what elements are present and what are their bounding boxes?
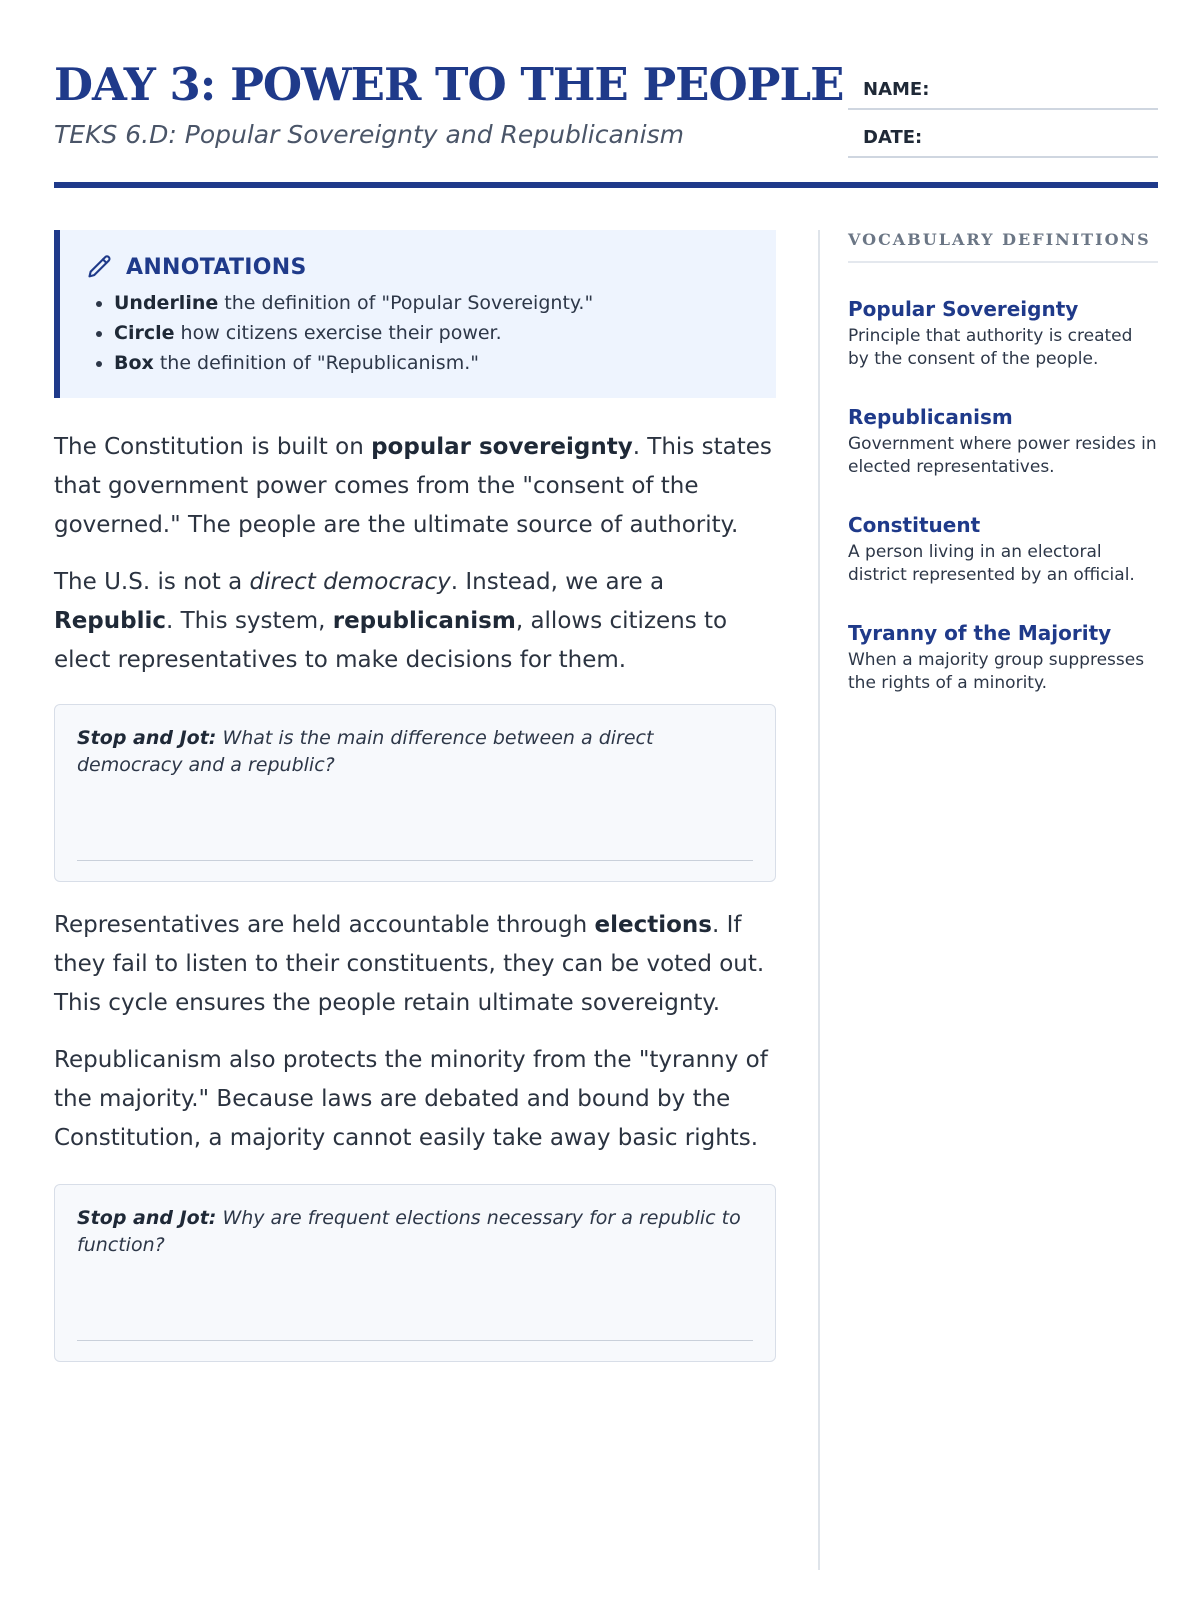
vocab-term-name: Constituent — [848, 513, 981, 537]
column-divider — [818, 230, 820, 1570]
jot-question: What is the main difference between a direct democracy and a republic? — [77, 727, 654, 776]
vocab-term-definition: Principle that authority is created by the consent of the people. — [848, 326, 1133, 369]
annotation-text: the definition of "Republicanism." — [153, 352, 479, 374]
text-run: The Constitution is built on — [54, 434, 372, 460]
stop-and-jot-1 — [54, 704, 776, 882]
vocab-term-name: Tyranny of the Majority — [848, 621, 1112, 645]
name-field[interactable] — [848, 62, 1158, 110]
annotations-list — [114, 288, 593, 378]
key-term: Republic — [54, 608, 167, 634]
list-item — [114, 288, 593, 318]
main-column — [54, 230, 776, 1362]
date-field[interactable] — [848, 110, 1158, 158]
pencil-icon — [86, 253, 114, 281]
text-run: Republicanism also protects the minority from the "tyranny of the majority." Because laws are debated and bound by the Constitution, a majority cannot easily take away basic rights. — [54, 1047, 768, 1151]
annotations-heading — [86, 252, 307, 282]
key-term: elections — [594, 912, 712, 938]
vocab-term — [848, 296, 1158, 371]
jot-answer-line[interactable] — [77, 860, 753, 862]
vocab-term-name: Republicanism — [848, 405, 1013, 429]
vocabulary-sidebar — [848, 230, 1158, 695]
paragraph-republic — [54, 563, 776, 680]
vocab-term — [848, 404, 1158, 479]
annotation-text: how citizens exercise their power. — [174, 322, 502, 344]
text-run: . This states that government power comes from the "consent of the governed." The people are the ultimate source of authority. — [54, 434, 772, 538]
annotation-action: Underline — [114, 292, 219, 314]
date-label: DATE: — [863, 127, 923, 148]
page-title: DAY 3: POWER TO THE PEOPLE — [54, 58, 844, 111]
vocab-term-name: Popular Sovereignty — [848, 297, 1079, 321]
list-item — [114, 348, 593, 378]
annotation-action: Box — [114, 352, 154, 374]
header-rule — [54, 182, 1158, 188]
jot-prompt — [77, 725, 757, 779]
text-run: . This system, — [166, 608, 333, 634]
jot-answer-line[interactable] — [77, 1340, 753, 1342]
annotation-text: the definition of "Popular Sovereignty." — [218, 292, 594, 314]
jot-label: Stop and Jot: — [77, 727, 217, 749]
list-item — [114, 318, 593, 348]
text-run: , allows citizens to elect representatives to make decisions for them. — [54, 608, 728, 673]
vocab-term-definition: A person living in an electoral district represented by an official. — [848, 542, 1135, 585]
emphasis-term: direct democracy — [249, 569, 451, 595]
text-run: Representatives are held accountable through — [54, 912, 595, 938]
paragraph-elections — [54, 906, 776, 1023]
jot-question: Why are frequent elections necessary for a republic to function? — [77, 1207, 741, 1256]
key-term: popular sovereignty — [371, 434, 633, 460]
jot-label: Stop and Jot: — [77, 1207, 217, 1229]
paragraph-tyranny — [54, 1041, 776, 1158]
vocab-term-definition: Government where power resides in elected representatives. — [848, 434, 1157, 477]
text-run: . If they fail to listen to their constituents, they can be voted out. This cycle ensures the people retain ultimate sovereignty. — [54, 912, 765, 1016]
vocabulary-heading: VOCABULARY DEFINITIONS — [848, 230, 1158, 263]
vocab-term — [848, 620, 1158, 695]
annotations-title: ANNOTATIONS — [126, 254, 307, 280]
header — [54, 58, 1154, 190]
stop-and-jot-2 — [54, 1184, 776, 1362]
vocab-term-definition: When a majority group suppresses the rights of a minority. — [848, 650, 1145, 693]
name-label: NAME: — [863, 79, 930, 100]
worksheet-page — [54, 0, 1157, 1600]
text-run: . Instead, we are a — [450, 569, 665, 595]
key-term: republicanism — [332, 608, 516, 634]
annotation-action: Circle — [114, 322, 175, 344]
text-run: The U.S. is not a — [54, 569, 250, 595]
paragraph-popular-sovereignty — [54, 428, 776, 545]
vocab-term — [848, 512, 1158, 587]
page-subtitle: TEKS 6.D: Popular Sovereignty and Republicanism — [54, 120, 684, 149]
jot-prompt — [77, 1205, 757, 1259]
annotations-box — [54, 230, 776, 398]
